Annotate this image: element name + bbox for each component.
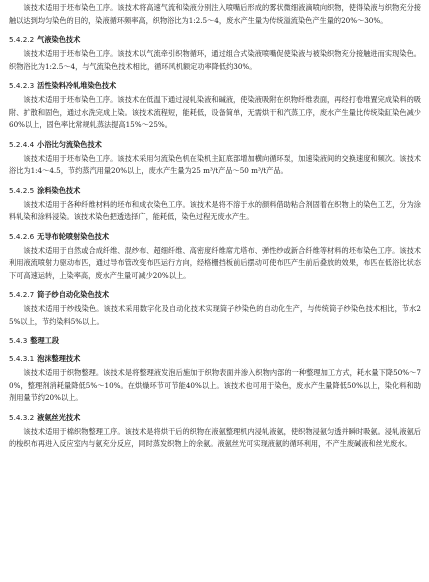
section-title: 涂料染色技术 [37,185,81,195]
section-number: 5.4.3.1 [9,354,35,363]
section-number: 5.4.2.3 [9,81,35,90]
section-title: 整理工段 [30,336,60,345]
section-heading [9,139,421,150]
section-number: 5.4.2.6 [9,231,35,241]
body-paragraph: 该技术适用于织物整理。该技术是将整理液发泡后施加于织物表面并渗入织物内部的一种整理加工方式，耗水量下降50%～70%，整理剂消耗量降低5%～10%。在烘燥环节可节能40%以上。该技术也可用于染色，废水产生量降低50%以上，染化料和助剂用量节约20%以上。 [9,368,421,402]
section-heading [9,34,421,45]
section-heading [9,289,421,300]
section-heading [9,185,421,196]
section-title: 无导布轮喷射染色技术 [37,231,110,241]
section-title: 筒子纱自动化染色技术 [37,290,110,299]
section-number: 5.4.3 [9,336,28,345]
section-number: 5.4.2.5 [9,185,35,195]
body-paragraph: 该技术适用于坯布染色工序。该技术将高速气流和染液分别注入喷嘴后形成的雾状微细液滴喷向织物，使得染液与织物充分接触以达到均匀染色的目的，染液循环频率高，织物浴比为1:2.5～4，废水产生量为传统溢流染色产生量的20%～30%。 [9,3,421,25]
section-heading [9,80,421,91]
section-number: 5.4.3.2 [9,412,35,422]
section-heading [9,353,421,364]
section-title: 泡沫整理技术 [37,354,81,363]
section-title: 小浴比匀流染色技术 [37,139,102,149]
document-page [9,2,421,451]
body-paragraph: 该技术适用于纱线染色。该技术采用数字化及自动化技术实现筒子纱染色的自动化生产，与传统筒子纱染色技术相比，节水25%以上，节约染料5%以上。 [9,304,421,326]
section-number: 5.2.4.4 [9,139,35,149]
body-paragraph: 该技术适用于棉织物整理工序。该技术是将烘干后的织物在液氨整理机内浸轧液氨，使织物浸氨匀透并瞬时吸氨。浸轧液氨后的梭织布再进入反应室内与氨充分反应，同时蒸发织物上的余氨。液氨丝光可实现液氨的循环利用，不产生废碱液和丝光废水。 [9,426,421,448]
body-paragraph: 该技术适用于坯布染色工序。该技术采用匀流染色机在染机主缸底部增加横向循环泵，加速染液间的交换速度和频次。该技术浴比为1:4～4.5，节约蒸汽用量20%以上，废水产生量为25 m³/t产品～50 m³/t产品。 [9,153,421,175]
section-number: 5.4.2.7 [9,290,35,299]
body-paragraph: 该技术适用于坯布染色工序。该技术在低温下通过浸轧染液和碱液，使染液吸附在织物纤维表面，再经打卷堆置完成染料的吸附、扩散和固色，通过水洗完成上染。该技术流程短，能耗低，设备简单，无需烘干和汽蒸工序，废水产生量比传统染缸染色减少60%以上，固色率比常规轧蒸法提高15%～25%。 [9,95,421,129]
section-heading [9,412,421,423]
body-paragraph: 该技术适用于坯布染色工序。该技术以气流牵引织物循环，通过组合式染液喷嘴促使染液与被染织物充分接触进而实现染色。织物浴比为1:2.5～4，与气流染色技术相比，循环风机额定功率降低约30%。 [9,49,421,71]
section-title: 液氨丝光技术 [37,412,81,422]
section-title: 气液染色技术 [37,35,81,44]
section-heading [9,335,421,346]
body-paragraph: 该技术适用于自然或合成纤维、混纱布、超细纤维、高密度纤维席尤塔布、弹性纱或新合纤维等材料的坯布染色工序。该技术利用液流喷射力驱动布匹，通过导布管改变布匹运行方向，经格栅挡板前后摆动可使布匹产生前后叠放的效果，布匹在低浴比状态下可高速运转，上染率高，废水产生量可减少20%以上。 [9,245,421,280]
section-number: 5.4.2.2 [9,35,35,44]
section-title: 活性染料冷轧堆染色技术 [37,81,117,90]
body-paragraph: 该技术适用于各种纤维材料的坯布和成衣染色工序。该技术是将不溶于水的颜料借助粘合剂固着在织物上的染色工艺，分为涂料轧染和涂料浸染。该技术染色把透选择广，能耗低，染色过程无废水产生。 [9,199,421,221]
section-heading [9,231,421,242]
